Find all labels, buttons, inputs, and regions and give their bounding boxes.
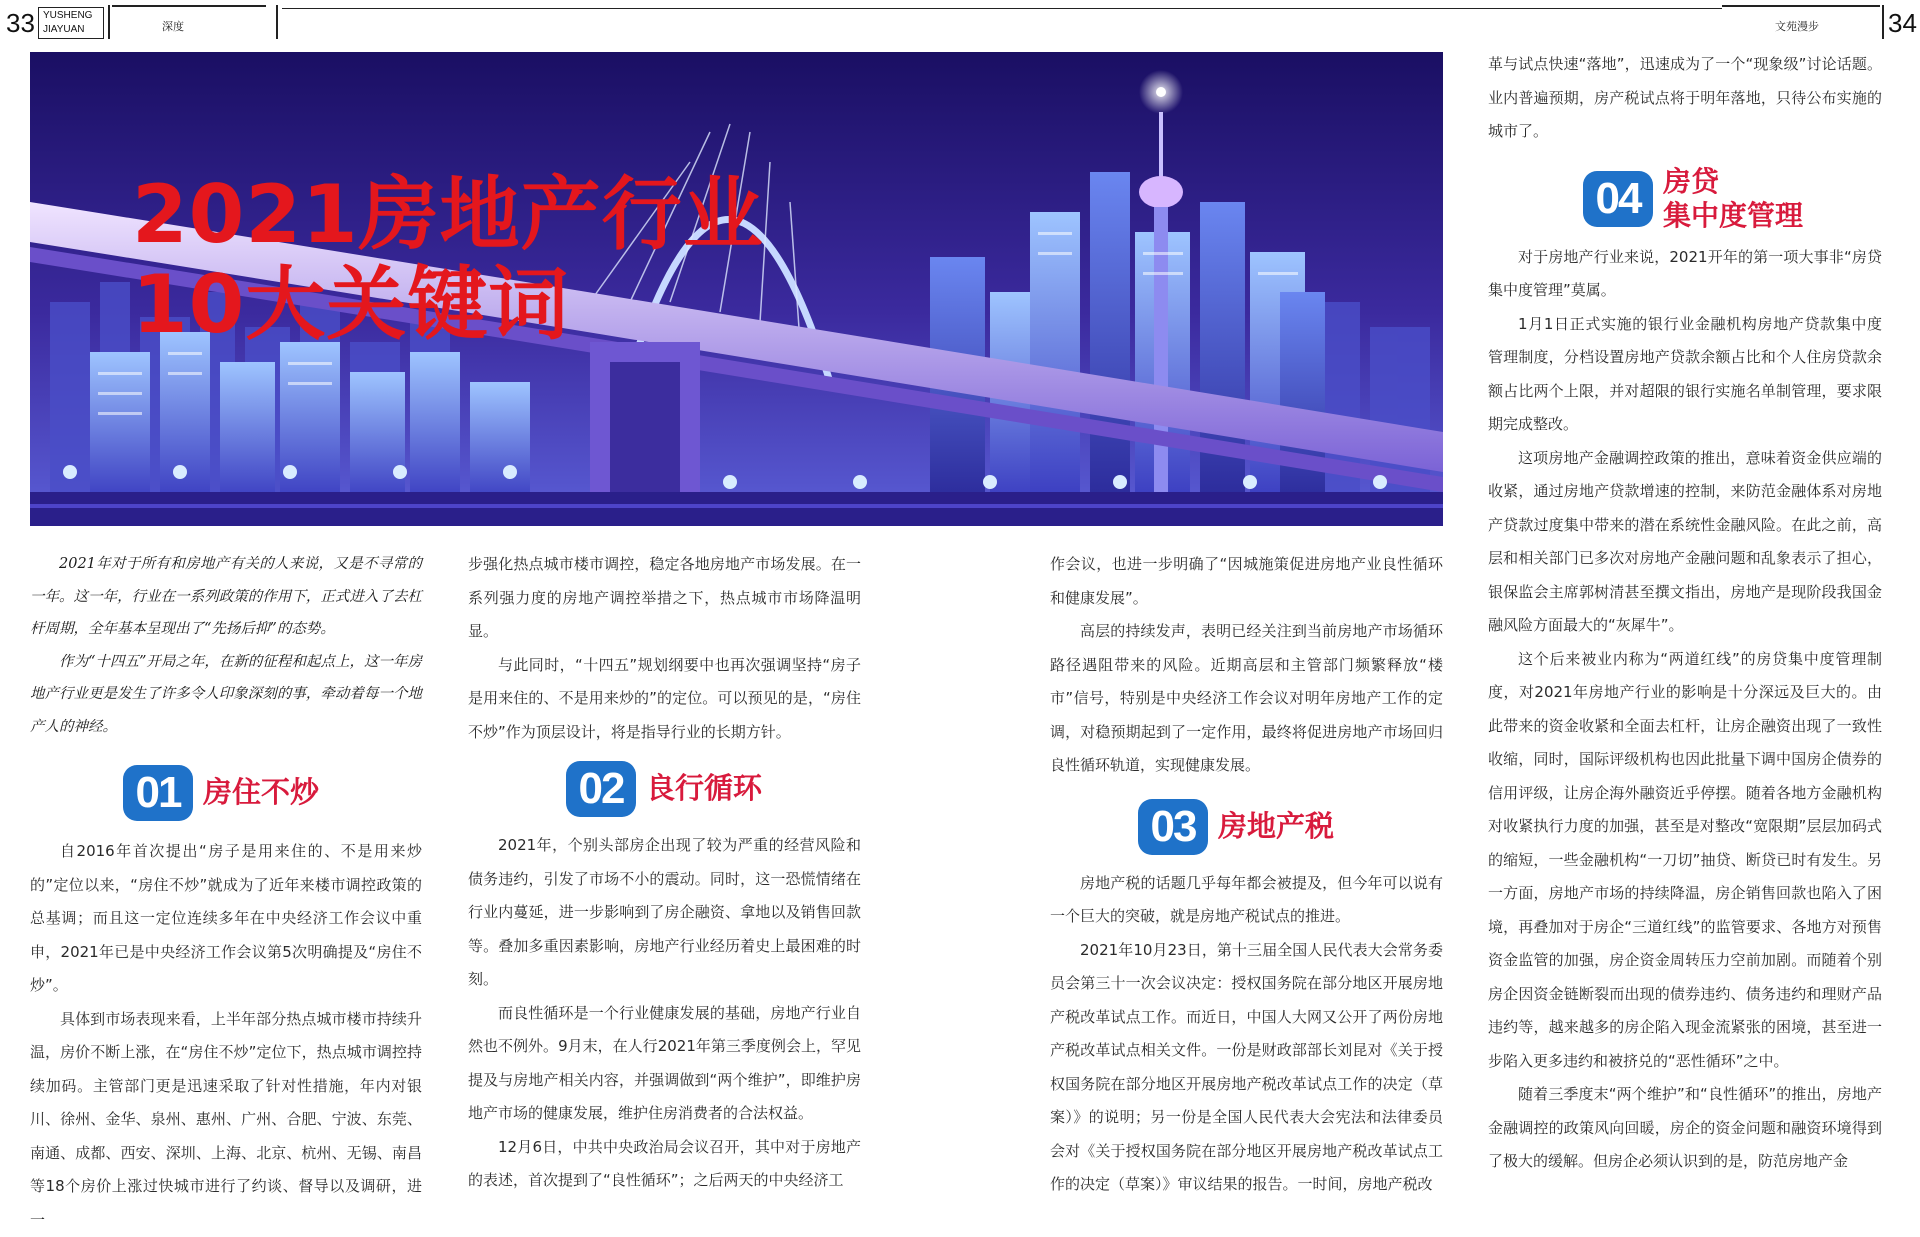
hero-title-line-2: 10大关键词 xyxy=(132,260,764,350)
body-paragraph: 具体到市场表现来看，上半年部分热点城市楼市持续升温，房价不断上涨，在“房住不炒”定位下，热点城市调控持续加码。主管部门更是迅速采取了针对性措施，年内对银川、徐州、金华、泉州、惠州、广州、合肥、宁波、东莞、南通、成都、西安、深圳、上海、北京、杭州、无锡、南昌等18个房价上涨过快城市进行了约谈、督导以及调研，进一 xyxy=(30,1003,422,1237)
body-paragraph: 房地产税的话题几乎每年都会被提及，但今年可以说有一个巨大的突破，就是房地产税试点的推进。 xyxy=(1050,867,1443,934)
body-paragraph: 2021年10月23日，第十三届全国人民代表大会常务委员会第三十一次会议决定：授权国务院在部分地区开展房地产税改革试点工作。而近日，中国人大网又公开了两份房地产税改革试点相关文件。一份是财政部部长刘昆对《关于授权国务院在部分地区开展房地产税改革试点工作的决定（草案）》的说明；另一份是全国人民代表大会宪法和法律委员会对《关于授权国务院在部分地区开展房地产税改革试点工作的决定（草案）》审议结果的报告。一时间，房地产税改 xyxy=(1050,934,1443,1202)
section-title: 房住不炒 xyxy=(203,776,319,810)
section-title-line-1: 房贷 xyxy=(1663,165,1803,199)
header-rule-main xyxy=(282,8,1722,9)
column-3 xyxy=(1050,548,1443,1202)
column-4 xyxy=(1488,48,1882,1179)
section-title-line-2: 集中度管理 xyxy=(1663,199,1803,233)
header-divider xyxy=(1882,5,1884,39)
body-paragraph: 随着三季度末“两个维护”和“良性循环”的推出，房地产金融调控的政策风向回暖，房企的资金问题和融资环境得到了极大的缓解。但房企必须认识到的是，防范房地产金 xyxy=(1488,1078,1882,1179)
column-1 xyxy=(30,548,422,1237)
section-number-badge: 02 xyxy=(566,761,636,817)
section-heading-01 xyxy=(123,765,422,821)
logo-line-2: JIAYUAN xyxy=(43,23,99,37)
column-2 xyxy=(468,548,861,1198)
section-title: 房地产税 xyxy=(1218,810,1334,844)
section-label-right: 文苑漫步 xyxy=(1775,18,1819,34)
hero-banner xyxy=(30,52,1443,526)
running-header xyxy=(0,0,1920,44)
body-paragraph: 这项房地产金融调控政策的推出，意味着资金供应端的收紧，通过房地产贷款增速的控制，来防范金融体系对房地产贷款过度集中带来的潜在系统性金融风险。在此之前，高层和相关部门已多次对房地产金融问题和乱象表示了担心，银保监会主席郭树清甚至撰文指出，房地产是现阶段我国金融风险方面最大的“灰犀牛”。 xyxy=(1488,442,1882,643)
hero-title xyxy=(132,170,764,350)
body-paragraph: 2021年，个别头部房企出现了较为严重的经营风险和债务违约，引发了市场不小的震动。同时，这一恐慌情绪在行业内蔓延，进一步影响到了房企融资、拿地以及销售回款等。叠加多重因素影响，房地产行业经历着史上最困难的时刻。 xyxy=(468,829,861,997)
body-paragraph: 自2016年首次提出“房子是用来住的、不是用来炒的”定位以来，“房住不炒”就成为了近年来楼市调控政策的总基调；而且这一定位连续多年在中央经济工作会议中重申，2021年已是中央经济工作会议第5次明确提及“房住不炒”。 xyxy=(30,835,422,1003)
body-paragraph: 高层的持续发声，表明已经关注到当前房地产市场循环路径遇阻带来的风险。近期高层和主管部门频繁释放“楼市”信号，特别是中央经济工作会议对明年房地产工作的定调，对稳预期起到了一定作用，最终将促进房地产市场回归良性循环轨道，实现健康发展。 xyxy=(1050,615,1443,783)
body-paragraph: 这个后来被业内称为“两道红线”的房贷集中度管理制度，对2021年房地产行业的影响是十分深远及巨大的。由此带来的资金收紧和全面去杠杆，让房企融资出现了一致性收缩，同时，国际评级机构也因此批量下调中国房企债券的信用评级，让房企海外融资近乎停摆。随着各地方金融机构对收紧执行力度的加强，甚至是对整改“宽限期”层层加码式的缩短，一些金融机构“一刀切”抽贷、断贷已时有发生。另一方面，房地产市场的持续降温，房企销售回款也陷入了困境，再叠加对于房企“三道红线”的监管要求、各地方对预售资金监管的加强，房企资金周转压力空前加剧。而随着个别房企因资金链断裂而出现的债券违约、债务违约和理财产品违约等，越来越多的房企陷入现金流紧张的困境，甚至进一步陷入更多违约和被挤兑的“恶性循环”之中。 xyxy=(1488,643,1882,1079)
section-heading-02 xyxy=(566,761,861,817)
logo-line-1: YUSHENG xyxy=(43,9,99,23)
section-title xyxy=(1663,165,1803,233)
intro-paragraph: 2021年对于所有和房地产有关的人来说，又是不寻常的一年。这一年，行业在一系列政策的作用下，正式进入了去杠杆周期，全年基本呈现出了“先扬后抑”的态势。 xyxy=(30,548,422,646)
hero-title-line-1: 2021房地产行业 xyxy=(132,170,764,260)
publication-logo xyxy=(38,7,104,39)
body-paragraph: 12月6日，中共中央政治局会议召开，其中对于房地产的表述，首次提到了“良性循环”；之后两天的中央经济工 xyxy=(468,1131,861,1198)
header-divider xyxy=(276,5,278,39)
body-paragraph-continued: 革与试点快速“落地”，迅速成为了一个“现象级”讨论话题。业内普遍预期，房产税试点将于明年落地，只待公布实施的城市了。 xyxy=(1488,48,1882,149)
section-label-left: 深度 xyxy=(162,18,184,34)
section-number-badge: 04 xyxy=(1583,171,1653,227)
section-number-badge: 03 xyxy=(1138,799,1208,855)
section-title: 良行循环 xyxy=(646,772,762,806)
header-rule-right xyxy=(1722,5,1880,7)
section-number-badge: 01 xyxy=(123,765,193,821)
body-paragraph-continued: 步强化热点城市楼市调控，稳定各地房地产市场发展。在一系列强力度的房地产调控举措之下，热点城市市场降温明显。 xyxy=(468,548,861,649)
body-paragraph: 而良性循环是一个行业健康发展的基础，房地产行业自然也不例外。9月末，在人行2021年第三季度例会上，罕见提及与房地产相关内容，并强调做到“两个维护”，即维护房地产市场的健康发展，维护住房消费者的合法权益。 xyxy=(468,997,861,1131)
intro-block xyxy=(30,548,422,743)
intro-paragraph: 作为“十四五”开局之年，在新的征程和起点上，这一年房地产行业更是发生了许多令人印象深刻的事，牵动着每一个地产人的神经。 xyxy=(30,646,422,744)
body-paragraph-continued: 作会议，也进一步明确了“因城施策促进房地产业良性循环和健康发展”。 xyxy=(1050,548,1443,615)
body-paragraph: 对于房地产行业来说，2021开年的第一项大事非“房贷集中度管理”莫属。 xyxy=(1488,241,1882,308)
body-paragraph: 1月1日正式实施的银行业金融机构房地产贷款集中度管理制度，分档设置房地产贷款余额占比和个人住房贷款余额占比两个上限，并对超限的银行实施名单制管理，要求限期完成整改。 xyxy=(1488,308,1882,442)
body-paragraph: 与此同时，“十四五”规划纲要中也再次强调坚持“房子是用来住的、不是用来炒的”的定位。可以预见的是，“房住不炒”作为顶层设计，将是指导行业的长期方针。 xyxy=(468,649,861,750)
header-divider xyxy=(108,5,110,39)
page-number-right: 34 xyxy=(1888,8,1917,39)
header-rule-left xyxy=(112,5,266,7)
section-heading-03 xyxy=(1138,799,1443,855)
section-heading-04 xyxy=(1583,165,1882,233)
page-number-left: 33 xyxy=(6,8,35,39)
